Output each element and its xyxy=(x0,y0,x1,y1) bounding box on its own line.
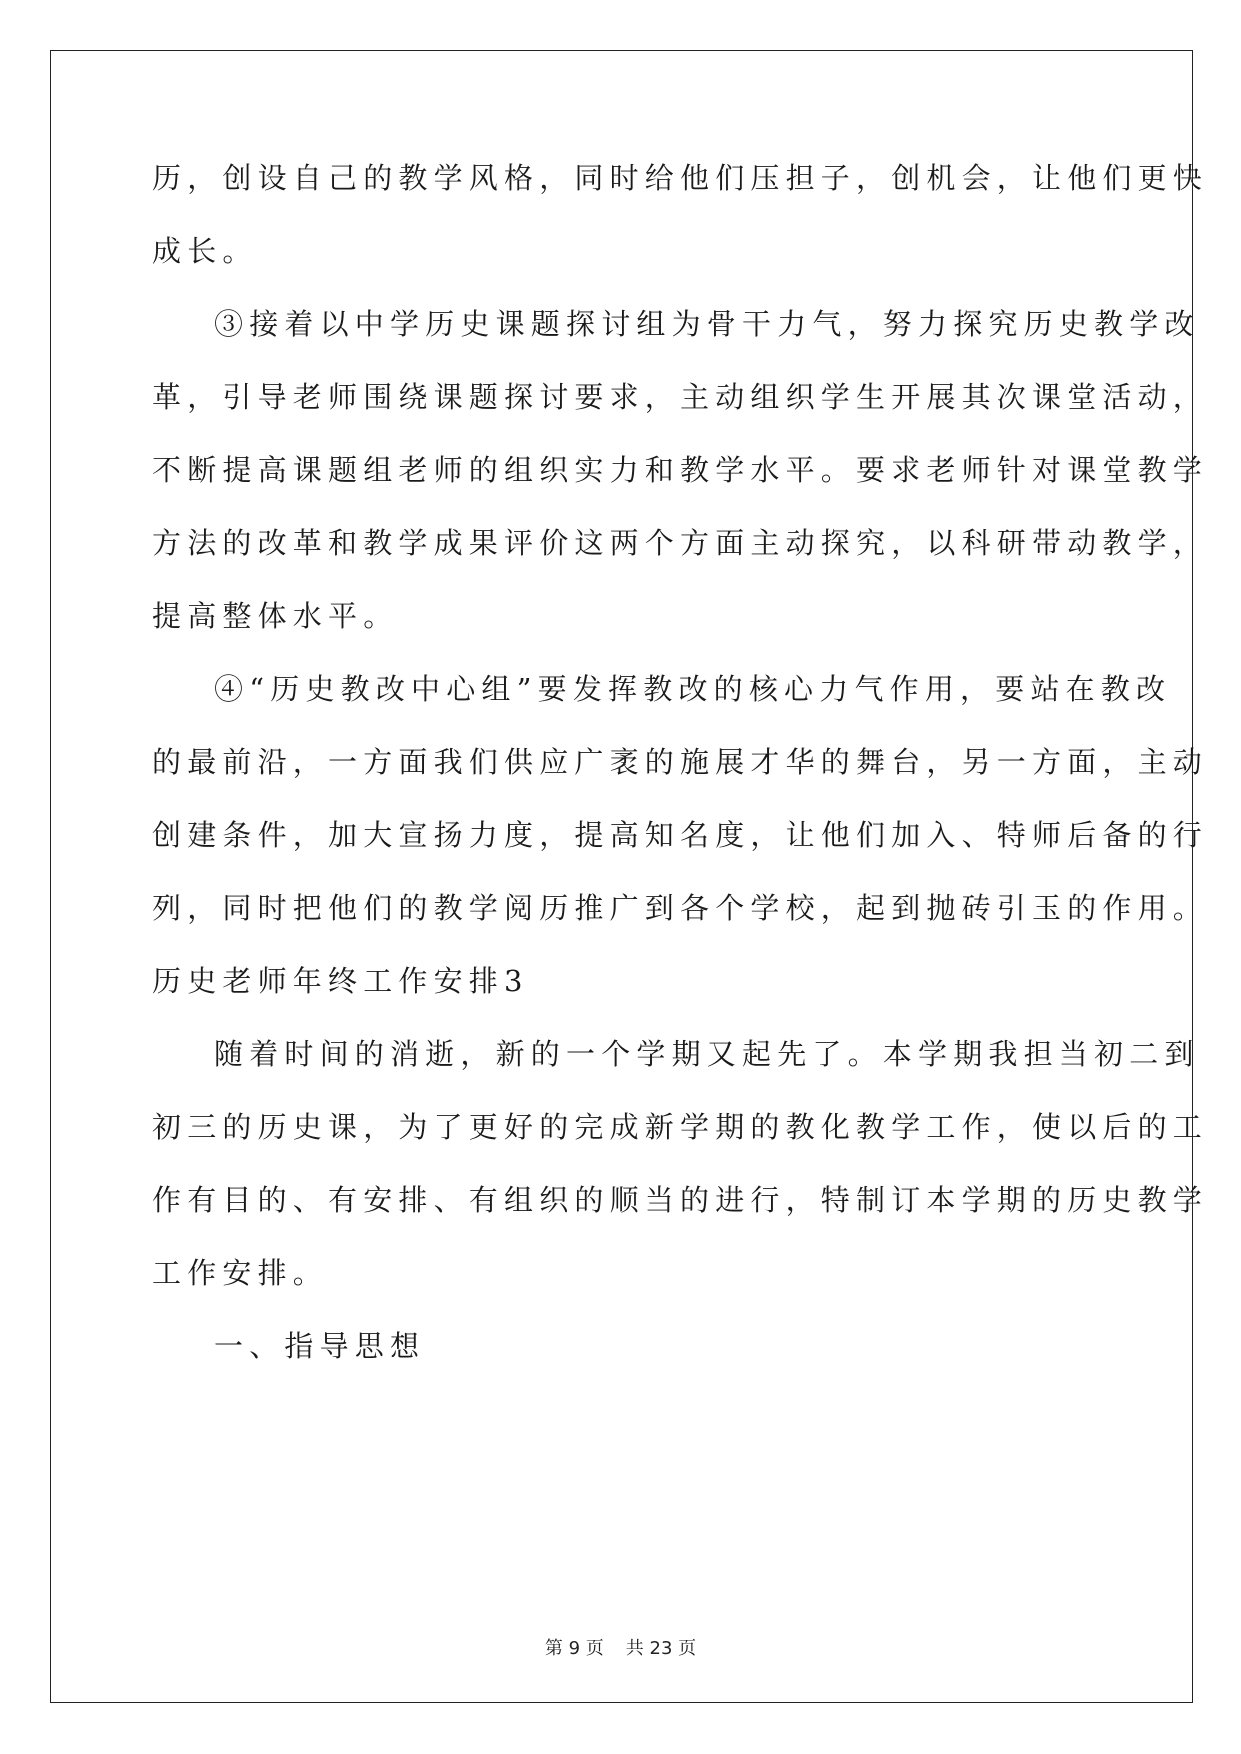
text-line: 革，引导老师围绕课题探讨要求，主动组织学生开展其次课堂活动， xyxy=(152,380,1209,414)
text-line: 工作安排。 xyxy=(152,1256,329,1290)
text-line: ④“历史教改中心组”要发挥教改的核心力气作用，要站在教改 xyxy=(214,672,1172,706)
page-border xyxy=(50,50,1193,1703)
text-line: 成长。 xyxy=(152,234,258,268)
page-footer xyxy=(0,1634,1241,1660)
text-line: ③接着以中学历史课题探讨组为骨干力气，努力探究历史教学改 xyxy=(214,307,1200,341)
section-heading: 历史老师年终工作安排3 xyxy=(152,964,529,998)
subsection-heading: 一、指导思想 xyxy=(214,1329,426,1363)
text-line: 创建条件，加大宣扬力度，提高知名度，让他们加入、特师后备的行 xyxy=(152,818,1209,852)
text-line: 随着时间的消逝，新的一个学期又起先了。本学期我担当初二到 xyxy=(214,1037,1200,1071)
text-line: 的最前沿，一方面我们供应广袤的施展才华的舞台，另一方面，主动 xyxy=(152,745,1209,779)
page-number: 第 9 页 xyxy=(544,1638,604,1659)
text-line: 初三的历史课，为了更好的完成新学期的教化教学工作，使以后的工 xyxy=(152,1110,1209,1144)
text-line: 不断提高课题组老师的组织实力和教学水平。要求老师针对课堂教学 xyxy=(152,453,1209,487)
page-total: 共 23 页 xyxy=(625,1638,697,1659)
text-line: 作有目的、有安排、有组织的顺当的进行，特制订本学期的历史教学 xyxy=(152,1183,1209,1217)
text-line: 列，同时把他们的教学阅历推广到各个学校，起到抛砖引玉的作用。 xyxy=(152,891,1209,925)
text-line: 提高整体水平。 xyxy=(152,599,399,633)
text-line: 历，创设自己的教学风格，同时给他们压担子，创机会，让他们更快 xyxy=(152,161,1209,195)
text-line: 方法的改革和教学成果评价这两个方面主动探究，以科研带动教学， xyxy=(152,526,1209,560)
